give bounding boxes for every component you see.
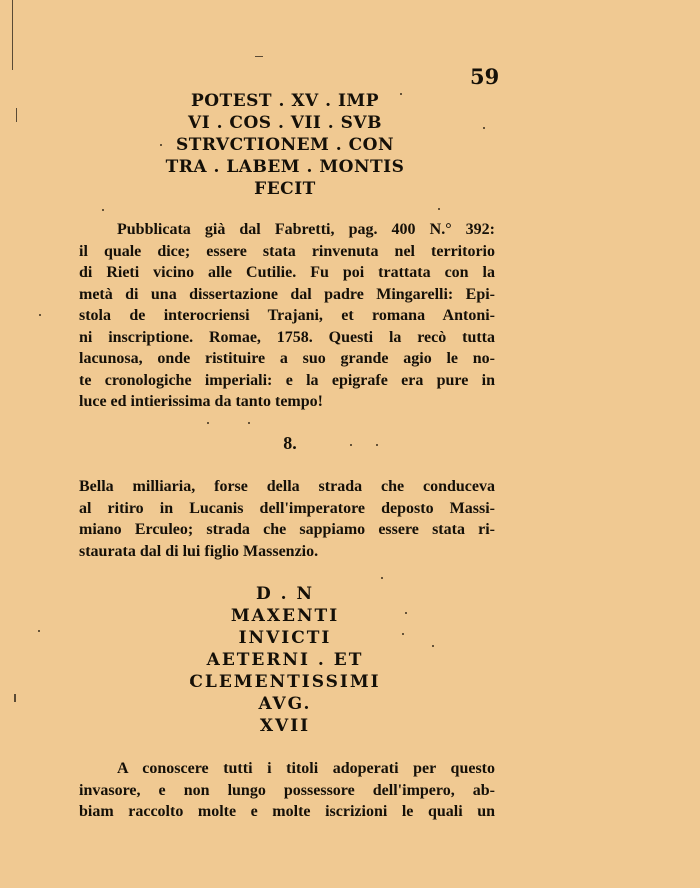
paragraph-line: miano Erculeo; strada che sappiamo essere stata ri- xyxy=(79,521,495,538)
scan-speck xyxy=(39,314,41,316)
paragraph-line: lacunosa, onde ristituire a suo grande agio le no- xyxy=(79,350,495,367)
paragraph-line: staurata dal di lui figlio Massenzio. xyxy=(79,542,319,560)
paragraph-line: Pubblicata già dal Fabretti, pag. 400 N.° 392: xyxy=(117,221,495,238)
scan-speck xyxy=(207,422,209,424)
paragraph-line: luce ed intierissima da tanto tempo! xyxy=(79,393,323,410)
paragraph-line: invasore, e non lungo possessore dell'impero, ab- xyxy=(79,781,495,799)
inscription-maxenti xyxy=(0,583,570,737)
scan-speck xyxy=(102,209,104,211)
scan-speck xyxy=(248,422,250,424)
paragraph-line: biam raccolto molte e molte iscrizioni le quali un xyxy=(79,803,495,820)
inscription-line: XVII xyxy=(259,716,311,736)
paragraph-line: metà di una dissertazione dal padre Mingarelli: Epi- xyxy=(79,285,495,303)
paragraph-fabretti xyxy=(79,219,495,413)
inscription-line: STRVCTIONEM . CON xyxy=(175,135,395,155)
paragraph-line: al ritiro in Lucanis dell'imperatore deposto Massi- xyxy=(79,499,495,517)
paragraph-titoli xyxy=(79,758,495,823)
paragraph-line: di Rieti vicino alle Cutilie. Fu poi trattata con la xyxy=(79,264,495,281)
paragraph-line: il quale dice; essere stata rinvenuta nel territorio xyxy=(79,242,495,260)
inscription-line: FECIT xyxy=(254,179,316,199)
scan-speck xyxy=(381,577,383,579)
inscription-line: TRA . LABEM . MONTIS xyxy=(165,157,405,177)
paragraph-line: A conoscere tutti i titoli adoperati per questo xyxy=(117,760,495,777)
inscription-line: D . N xyxy=(255,584,315,604)
inscription-line: POTEST . XV . IMP xyxy=(190,91,380,111)
inscription-line: MAXENTI xyxy=(230,606,340,626)
scan-speck xyxy=(376,444,378,446)
paragraph-line: Bella milliaria, forse della strada che conduceva xyxy=(79,478,495,495)
scan-speck xyxy=(438,208,440,210)
scan-speck xyxy=(350,444,352,446)
margin-rule-mark xyxy=(12,0,13,70)
page-number: 59 xyxy=(470,64,500,89)
inscription-line: AETERNI . ET xyxy=(206,650,364,670)
paragraph-line: te cronologiche imperiali: e la epigrafe era pure in xyxy=(79,371,495,389)
paragraph-milliaria xyxy=(79,476,495,562)
inscription-line: CLEMENTISSIMI xyxy=(189,672,381,692)
inscription-line: VI . COS . VII . SVB xyxy=(188,113,382,133)
section-number: 8. xyxy=(283,433,297,453)
inscription-line: INVICTI xyxy=(238,628,332,648)
paragraph-line: ni inscriptione. Romae, 1758. Questi la recò tutta xyxy=(79,328,495,346)
margin-rule-mark xyxy=(255,56,263,57)
inscription-potest xyxy=(0,90,570,200)
inscription-line: AVG. xyxy=(258,694,312,714)
paragraph-line: stola de interocriensi Trajani, et romana Antoni- xyxy=(79,307,495,324)
